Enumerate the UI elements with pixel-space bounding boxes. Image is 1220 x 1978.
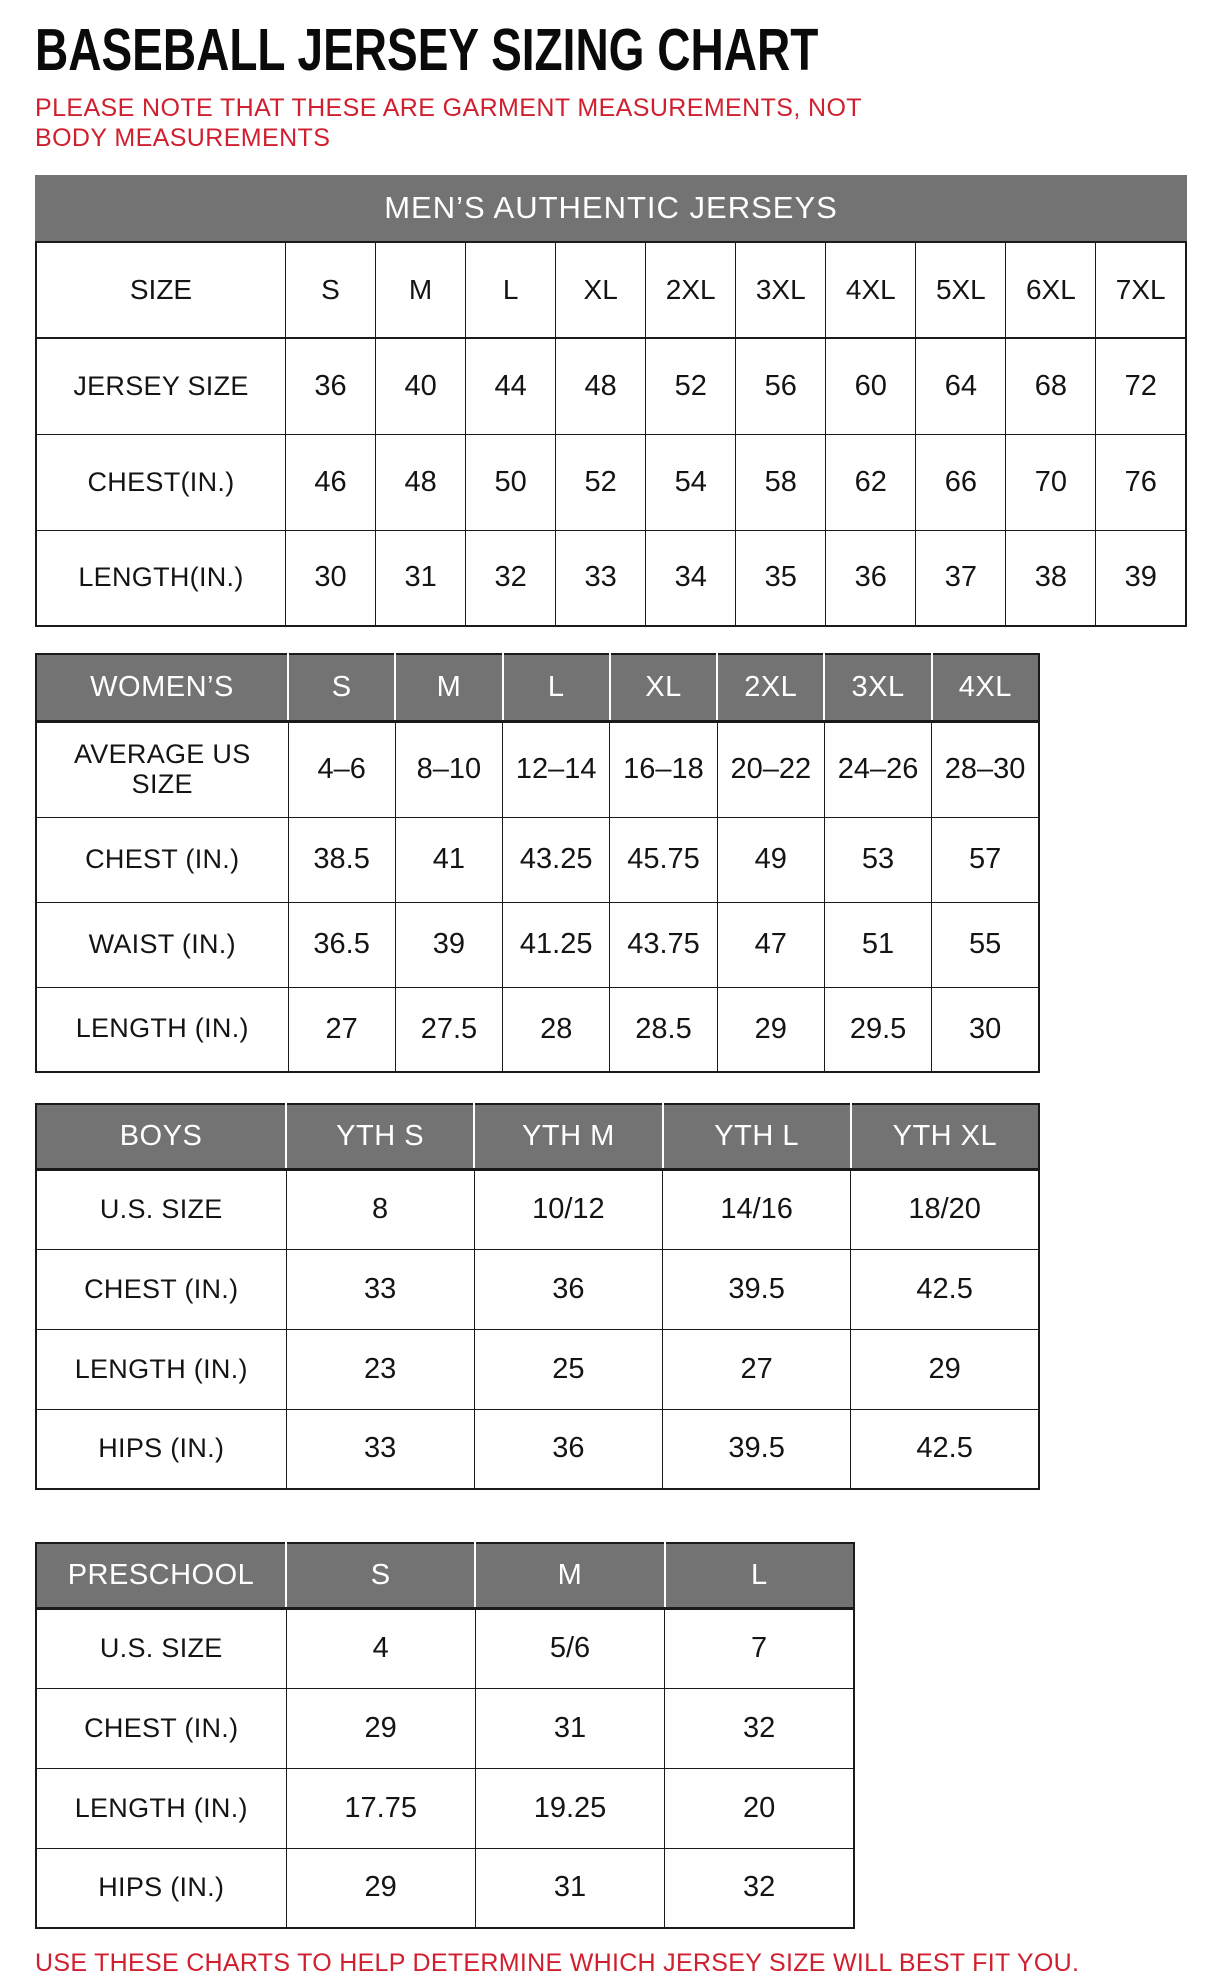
spacer (35, 627, 1187, 653)
value-cell: 33 (286, 1249, 474, 1329)
value-cell: 32 (665, 1848, 854, 1928)
preschool-header-row (36, 1543, 854, 1608)
boys-measurement-row (36, 1409, 1039, 1489)
value-cell: 36 (474, 1249, 662, 1329)
value-cell: 55 (932, 902, 1039, 987)
womens-size-header-cell: 3XL (824, 654, 931, 721)
preschool-measurement-row (36, 1688, 854, 1768)
mens-measurement-row (36, 338, 1186, 434)
womens-size-header-cell: 2XL (717, 654, 824, 721)
preschool-jerseys-section (35, 1542, 1187, 1929)
value-cell: 45.75 (610, 817, 717, 902)
boys-size-table (35, 1103, 1040, 1490)
mens-size-header-cell: 3XL (736, 242, 826, 338)
womens-measurement-row (36, 902, 1039, 987)
womens-header-row (36, 654, 1039, 721)
boys-size-header-cell: YTH L (663, 1104, 851, 1169)
womens-jerseys-section (35, 653, 1187, 1073)
preschool-size-header-cell: S (286, 1543, 475, 1608)
value-cell: 4–6 (288, 721, 395, 817)
value-cell: 43.25 (503, 817, 610, 902)
value-cell: 48 (556, 338, 646, 434)
womens-size-header-cell: XL (610, 654, 717, 721)
value-cell: 27.5 (395, 987, 502, 1072)
footer-note: USE THESE CHARTS TO HELP DETERMINE WHICH JERSEY SIZE WILL BEST FIT YOU. (35, 1949, 1080, 1977)
row-label: WAIST (IN.) (36, 902, 288, 987)
value-cell: 70 (1006, 434, 1096, 530)
value-cell: 56 (736, 338, 826, 434)
value-cell: 44 (466, 338, 556, 434)
womens-measurement-row (36, 817, 1039, 902)
value-cell: 31 (475, 1688, 664, 1768)
mens-size-header-cell: 6XL (1006, 242, 1096, 338)
row-label: CHEST(IN.) (36, 434, 286, 530)
value-cell: 39 (1096, 530, 1186, 626)
preschool-size-table (35, 1542, 855, 1929)
mens-size-header-cell: XL (556, 242, 646, 338)
boys-measurement-row (36, 1249, 1039, 1329)
value-cell: 68 (1006, 338, 1096, 434)
value-cell: 29 (286, 1688, 475, 1768)
value-cell: 23 (286, 1329, 474, 1409)
value-cell: 31 (376, 530, 466, 626)
boys-size-header-cell: YTH S (286, 1104, 474, 1169)
value-cell: 76 (1096, 434, 1186, 530)
value-cell: 35 (736, 530, 826, 626)
value-cell: 49 (717, 817, 824, 902)
preschool-size-header-cell: M (475, 1543, 664, 1608)
mens-header-row (36, 242, 1186, 338)
boys-header-row (36, 1104, 1039, 1169)
row-label: HIPS (IN.) (36, 1848, 286, 1928)
mens-size-header-cell: S (286, 242, 376, 338)
mens-size-header-cell: L (466, 242, 556, 338)
value-cell: 47 (717, 902, 824, 987)
value-cell: 36 (474, 1409, 662, 1489)
boys-size-header-cell: YTH XL (851, 1104, 1039, 1169)
value-cell: 32 (466, 530, 556, 626)
value-cell: 36 (826, 530, 916, 626)
value-cell: 31 (475, 1848, 664, 1928)
value-cell: 17.75 (286, 1768, 475, 1848)
value-cell: 62 (826, 434, 916, 530)
mens-size-header-cell: M (376, 242, 466, 338)
value-cell: 29 (851, 1329, 1039, 1409)
womens-title-cell: WOMEN’S (36, 654, 288, 721)
value-cell: 8 (286, 1169, 474, 1249)
value-cell: 33 (556, 530, 646, 626)
boys-measurement-row (36, 1169, 1039, 1249)
value-cell: 14/16 (663, 1169, 851, 1249)
value-cell: 39.5 (663, 1249, 851, 1329)
row-label: CHEST (IN.) (36, 817, 288, 902)
value-cell: 29 (717, 987, 824, 1072)
row-label: LENGTH (IN.) (36, 1768, 286, 1848)
value-cell: 38.5 (288, 817, 395, 902)
value-cell: 25 (474, 1329, 662, 1409)
boys-measurement-row (36, 1329, 1039, 1409)
row-label: LENGTH (IN.) (36, 987, 288, 1072)
value-cell: 27 (663, 1329, 851, 1409)
page-title: BASEBALL JERSEY SIZING CHART (35, 17, 819, 83)
value-cell: 27 (288, 987, 395, 1072)
womens-size-header-cell: M (395, 654, 502, 721)
value-cell: 36.5 (288, 902, 395, 987)
preschool-measurement-row (36, 1848, 854, 1928)
value-cell: 8–10 (395, 721, 502, 817)
garment-measurements-note: PLEASE NOTE THAT THESE ARE GARMENT MEASUREMENTS, NOT BODY MEASUREMENTS (35, 94, 862, 152)
value-cell: 7 (665, 1608, 854, 1688)
mens-authentic-jerseys-section (35, 175, 1187, 627)
mens-measurement-row (36, 434, 1186, 530)
value-cell: 12–14 (503, 721, 610, 817)
value-cell: 66 (916, 434, 1006, 530)
value-cell: 51 (824, 902, 931, 987)
spacer (35, 1490, 1187, 1542)
value-cell: 20 (665, 1768, 854, 1848)
mens-title-cell: SIZE (36, 242, 286, 338)
womens-measurement-row (36, 721, 1039, 817)
mens-size-header-cell: 2XL (646, 242, 736, 338)
boys-size-header-cell: YTH M (474, 1104, 662, 1169)
mens-size-header-cell: 5XL (916, 242, 1006, 338)
value-cell: 41.25 (503, 902, 610, 987)
value-cell: 39 (395, 902, 502, 987)
value-cell: 54 (646, 434, 736, 530)
value-cell: 42.5 (851, 1409, 1039, 1489)
value-cell: 10/12 (474, 1169, 662, 1249)
mens-measurement-row (36, 530, 1186, 626)
row-label: LENGTH (IN.) (36, 1329, 286, 1409)
womens-size-header-cell: L (503, 654, 610, 721)
value-cell: 4 (286, 1608, 475, 1688)
mens-size-header-cell: 4XL (826, 242, 916, 338)
value-cell: 46 (286, 434, 376, 530)
preschool-title-cell: PRESCHOOL (36, 1543, 286, 1608)
mens-size-header-cell: 7XL (1096, 242, 1186, 338)
boys-jerseys-section (35, 1103, 1187, 1490)
value-cell: 34 (646, 530, 736, 626)
value-cell: 18/20 (851, 1169, 1039, 1249)
womens-size-header-cell: S (288, 654, 395, 721)
row-label: U.S. SIZE (36, 1608, 286, 1688)
value-cell: 72 (1096, 338, 1186, 434)
value-cell: 33 (286, 1409, 474, 1489)
preschool-measurement-row (36, 1608, 854, 1688)
row-label: JERSEY SIZE (36, 338, 286, 434)
mens-size-table (35, 241, 1187, 627)
value-cell: 24–26 (824, 721, 931, 817)
value-cell: 36 (286, 338, 376, 434)
womens-size-table (35, 653, 1040, 1073)
value-cell: 43.75 (610, 902, 717, 987)
value-cell: 38 (1006, 530, 1096, 626)
row-label: AVERAGE US SIZE (36, 721, 288, 817)
value-cell: 42.5 (851, 1249, 1039, 1329)
row-label: CHEST (IN.) (36, 1688, 286, 1768)
boys-title-cell: BOYS (36, 1104, 286, 1169)
value-cell: 41 (395, 817, 502, 902)
row-label: LENGTH(IN.) (36, 530, 286, 626)
value-cell: 60 (826, 338, 916, 434)
preschool-measurement-row (36, 1768, 854, 1848)
preschool-size-header-cell: L (665, 1543, 854, 1608)
value-cell: 50 (466, 434, 556, 530)
value-cell: 5/6 (475, 1608, 664, 1688)
row-label: U.S. SIZE (36, 1169, 286, 1249)
value-cell: 20–22 (717, 721, 824, 817)
value-cell: 28–30 (932, 721, 1039, 817)
spacer (35, 1073, 1187, 1103)
value-cell: 32 (665, 1688, 854, 1768)
value-cell: 30 (932, 987, 1039, 1072)
row-label: HIPS (IN.) (36, 1409, 286, 1489)
value-cell: 64 (916, 338, 1006, 434)
value-cell: 39.5 (663, 1409, 851, 1489)
value-cell: 29.5 (824, 987, 931, 1072)
mens-table-banner: MEN’S AUTHENTIC JERSEYS (35, 175, 1187, 241)
row-label: CHEST (IN.) (36, 1249, 286, 1329)
value-cell: 30 (286, 530, 376, 626)
value-cell: 29 (286, 1848, 475, 1928)
womens-size-header-cell: 4XL (932, 654, 1039, 721)
womens-measurement-row (36, 987, 1039, 1072)
value-cell: 48 (376, 434, 466, 530)
value-cell: 40 (376, 338, 466, 434)
value-cell: 52 (556, 434, 646, 530)
value-cell: 16–18 (610, 721, 717, 817)
value-cell: 28 (503, 987, 610, 1072)
value-cell: 37 (916, 530, 1006, 626)
value-cell: 53 (824, 817, 931, 902)
value-cell: 52 (646, 338, 736, 434)
value-cell: 19.25 (475, 1768, 664, 1848)
value-cell: 58 (736, 434, 826, 530)
value-cell: 57 (932, 817, 1039, 902)
value-cell: 28.5 (610, 987, 717, 1072)
